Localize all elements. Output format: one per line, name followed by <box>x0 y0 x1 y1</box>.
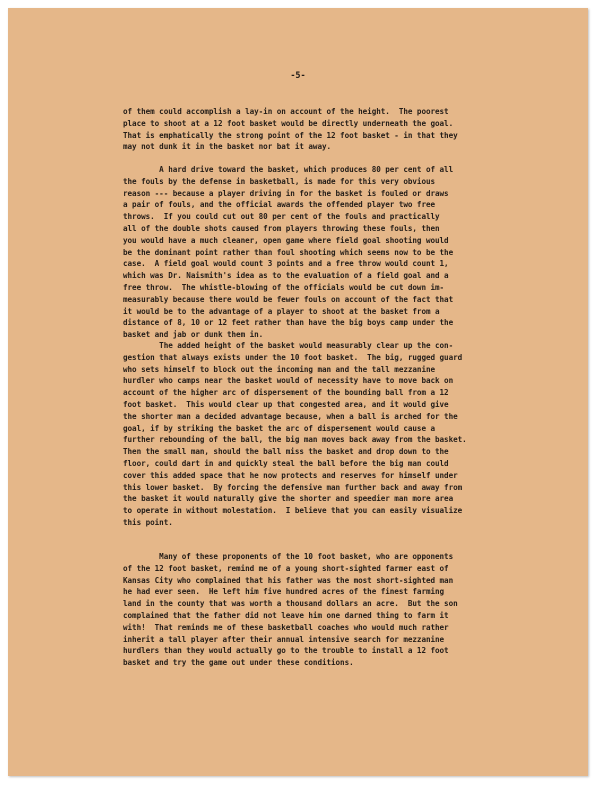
paragraph-3: The added height of the basket would measurably clear up the con- gestion that always exists under the 10 foot basket. The big, rugged guard who sets himself to block out the incoming man and the tall mezzanine hurdler who camps near the basket would of necessity have to move back on account of the higher arc of dispersement of the bounding ball from a 12 foot basket. This would clear up that congested area, and it would give the shorter man a decided advantage because, when a ball is arched for the goal, if by striking the basket the arc of dispersement would cause a further rebounding of the ball, the big man moves back away from the basket. Then the small man, should the ball miss the basket and drop down to the floor, could dart in and quickly steal the ball before the big man could cover this added space that he now protects and reserves for himself under this lower basket. By forcing the defensive man further back and away from the basket it would naturally give the shorter and speedier man more area to operate in without molestation. I believe that you can easily visualize this point. <box>123 341 467 527</box>
typed-page <box>8 8 588 776</box>
paragraph-1: of them could accomplish a lay-in on account of the height. The poorest place to shoot at a 12 foot basket would be directly underneath the goal. That is emphatically the strong point of the 12 foot basket - in that they may not dunk it in the basket nor bat it away. <box>123 107 458 152</box>
paragraph-4: Many of these proponents of the 10 foot basket, who are opponents of the 12 foot basket, remind me of a young short-sighted farmer east of Kansas City who complained that his father was the most short-sighted man he had ever seen. He left him five hundred acres of the finest farming land in the county that was worth a thousand dollars an acre. But the son complained that the father did not leave him one darned thing to farm it with! That reminds me of these basketball coaches who would much rather inherit a tall player after their annual intensive search for mezzanine hurdlers than they would actually go to the trouble to install a 12 foot basket and try the game out under these conditions. <box>123 552 458 668</box>
paragraph-2: A hard drive toward the basket, which produces 80 per cent of all the fouls by the defense in basketball, is made for this very obvious reason --- because a player driving in for the basket is fouled or draws a pair of fouls, and the official awards the offended player two free throws. If you could cut out 80 per cent of the fouls and practically all of the double shots caused from players throwing these fouls, then you would have a much cleaner, open game where field goal shooting would be the dominant point rather than foul shooting which seems now to be the case. A field goal would count 3 points and a free throw would count 1, which was Dr. Naismith's idea as to the evaluation of a field goal and a free throw. The whistle-blowing of the officials would be cut down im- measurably because there would be fewer fouls on account of the fact that it would be to the advantage of a player to shoot at the basket from a distance of 8, 10 or 12 feet rather than have the big boys camp under the basket and jab or dunk them in. <box>123 165 454 340</box>
page-number: -5- <box>290 71 306 81</box>
